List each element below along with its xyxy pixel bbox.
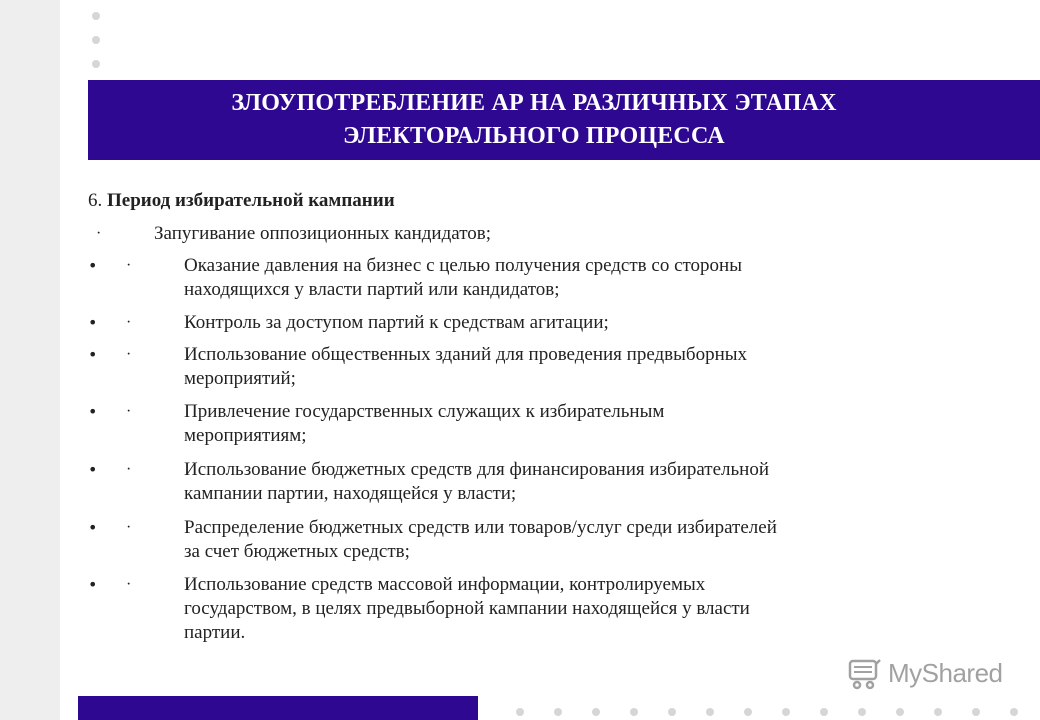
decor-dot — [592, 708, 600, 716]
list-item-text — [184, 458, 964, 506]
list-item-line: находящихся у власти партий или кандидатов; — [184, 279, 560, 300]
list-marker: · — [126, 576, 132, 593]
bullet-marker: • — [88, 518, 98, 537]
list-marker: · — [96, 225, 102, 242]
decor-dot — [554, 708, 562, 716]
left-margin — [0, 0, 60, 720]
list-marker: · — [126, 403, 132, 420]
slide-title-line2: ЭЛЕКТОРАЛЬНОГО ПРОЦЕССА — [343, 123, 725, 149]
decor-dot — [744, 708, 752, 716]
list-item-line: Использование общественных зданий для проведения предвыборных — [184, 344, 748, 365]
list-marker: · — [126, 257, 132, 274]
decor-dot — [92, 36, 100, 44]
slide-title-bar — [88, 80, 1040, 160]
list-item-line: Распределение бюджетных средств или товаров/услуг среди избирателей — [184, 517, 777, 538]
list-item-line: Использование бюджетных средств для финансирования избирательной — [184, 459, 770, 480]
decor-dot — [1010, 708, 1018, 716]
watermark-text: MyShared — [888, 657, 1003, 688]
list-marker: · — [126, 519, 132, 536]
list-item-text — [184, 254, 964, 302]
bullet-marker: • — [88, 345, 98, 364]
decor-dot — [92, 60, 100, 68]
list-marker: · — [126, 346, 132, 363]
list-item-text — [154, 222, 934, 246]
slide-title-line1: ЗЛОУПОТРЕБЛЕНИЕ АР НА РАЗЛИЧНЫХ ЭТАПАХ — [231, 90, 837, 116]
list-item-line: мероприятиям; — [184, 425, 307, 446]
section-heading — [88, 190, 395, 212]
decor-dot — [668, 708, 676, 716]
watermark — [848, 656, 1003, 690]
slide-title — [231, 87, 896, 153]
decor-dot — [972, 708, 980, 716]
decor-dot — [706, 708, 714, 716]
decor-dot — [820, 708, 828, 716]
bullet-marker: • — [88, 460, 98, 479]
decor-dot — [516, 708, 524, 716]
decor-dot — [630, 708, 638, 716]
decor-dot — [782, 708, 790, 716]
list-item-line: Оказание давления на бизнес с целью получения средств со стороны — [184, 255, 742, 276]
section-number: 6. — [88, 190, 103, 211]
list-item-line: Использование средств массовой информации, контролируемых — [184, 574, 706, 595]
list-item-line: партии. — [184, 622, 246, 643]
bullet-marker: • — [88, 313, 98, 332]
bullet-marker: • — [88, 256, 98, 275]
decor-dot — [934, 708, 942, 716]
decor-dot — [896, 708, 904, 716]
list-item-text — [184, 343, 964, 391]
section-heading-text: Период избирательной кампании — [107, 190, 395, 211]
bullet-marker: • — [88, 575, 98, 594]
list-item-line: Привлечение государственных служащих к избирательным — [184, 401, 665, 422]
list-item-line: мероприятий; — [184, 368, 296, 389]
list-item-text — [184, 516, 964, 564]
list-item-line: за счет бюджетных средств; — [184, 541, 410, 562]
list-marker: · — [126, 461, 132, 478]
list-item-line: государством, в целях предвыборной кампании находящейся у власти — [184, 598, 750, 619]
shopping-cart-icon — [848, 656, 882, 690]
list-item-line: Контроль за доступом партий к средствам агитации; — [184, 312, 609, 333]
list-item-line: Запугивание оппозиционных кандидатов; — [154, 223, 491, 244]
list-marker: · — [126, 314, 132, 331]
list-item-line: кампании партии, находящейся у власти; — [184, 483, 517, 504]
list-item-text — [184, 400, 964, 448]
decor-dot — [92, 12, 100, 20]
decor-dot — [858, 708, 866, 716]
footer-bar — [78, 696, 478, 720]
list-item-text — [184, 311, 964, 335]
list-item-text — [184, 573, 964, 645]
bullet-marker: • — [88, 402, 98, 421]
